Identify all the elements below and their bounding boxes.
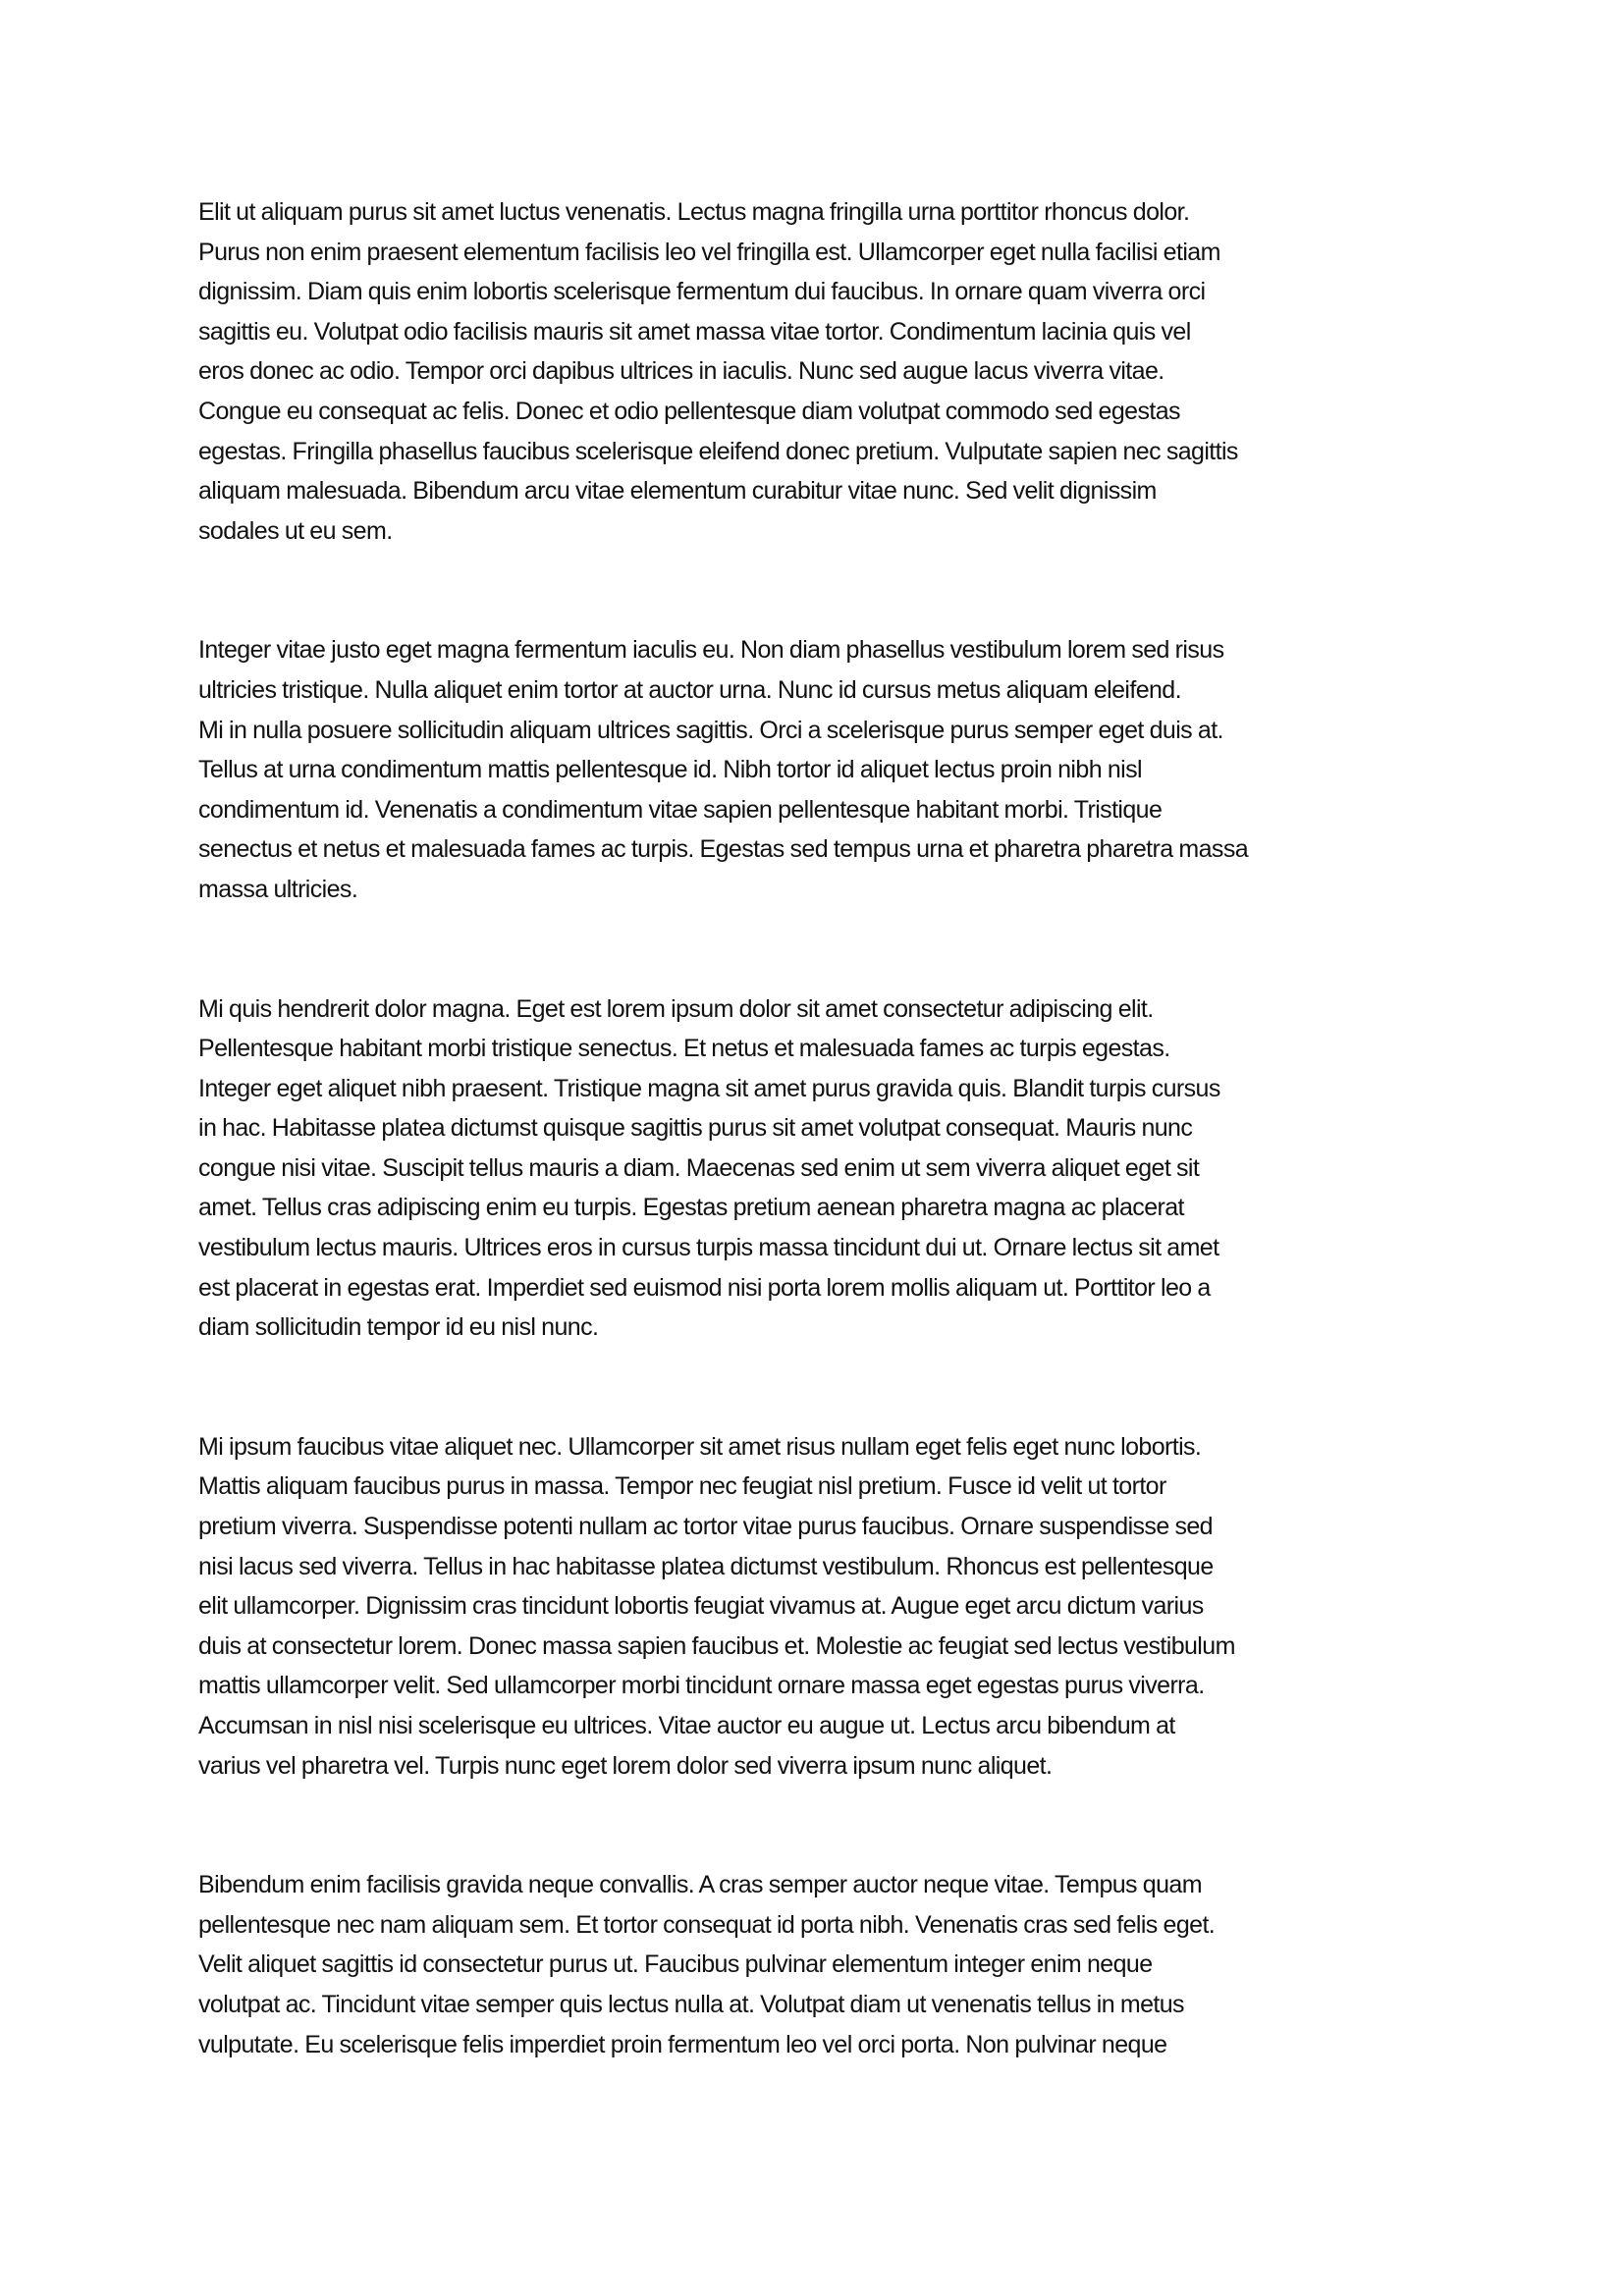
text-line: duis at consectetur lorem. Donec massa sapien faucibus et. Molestie ac feugiat sed lectus vestibulum: [198, 1631, 1235, 1660]
text-line: Mattis aliquam faucibus purus in massa. Tempor nec feugiat nisl pretium. Fusce id velit ut tortor: [198, 1472, 1166, 1501]
text-line: vulputate. Eu scelerisque felis imperdiet proin fermentum leo vel orci porta. Non pulvinar neque: [198, 2030, 1167, 2058]
text-line: Tellus at urna condimentum mattis pellentesque id. Nibh tortor id aliquet lectus proin nibh nisl: [198, 756, 1142, 784]
text-line: Velit aliquet sagittis id consectetur purus ut. Faucibus pulvinar elementum integer enim neque: [198, 1950, 1153, 1979]
text-line: amet. Tellus cras adipiscing enim eu turpis. Egestas pretium aenean pharetra magna ac placerat: [198, 1194, 1184, 1222]
text-line: egestas. Fringilla phasellus faucibus scelerisque eleifend donec pretium. Vulputate sapien nec sagittis: [198, 437, 1238, 465]
text-line: Integer eget aliquet nibh praesent. Tristique magna sit amet purus gravida quis. Blandit turpis cursus: [198, 1074, 1220, 1102]
text-line: eros donec ac odio. Tempor orci dapibus ultrices in iaculis. Nunc sed augue lacus viverra vitae.: [198, 357, 1164, 386]
paragraph-5: [198, 1865, 1455, 2064]
text-line: congue nisi vitae. Suscipit tellus mauris a diam. Maecenas sed enim ut sem viverra aliquet eget sit: [198, 1153, 1200, 1182]
text-line: pellentesque nec nam aliquam sem. Et tortor consequat id porta nibh. Venenatis cras sed felis eget.: [198, 1910, 1216, 1939]
text-line: Mi ipsum faucibus vitae aliquet nec. Ullamcorper sit amet risus nullam eget felis eget nunc lobortis.: [198, 1432, 1202, 1461]
text-line: Pellentesque habitant morbi tristique senectus. Et netus et malesuada fames ac turpis egestas.: [198, 1035, 1170, 1063]
paragraph-3: [198, 989, 1455, 1348]
text-line: sagittis eu. Volutpat odio facilisis mauris sit amet massa vitae tortor. Condimentum lacinia quis vel: [198, 317, 1191, 346]
paragraph-1: [198, 192, 1455, 551]
text-line: Mi quis hendrerit dolor magna. Eget est lorem ipsum dolor sit amet consectetur adipiscing elit.: [198, 994, 1154, 1023]
text-line: senectus et netus et malesuada fames ac turpis. Egestas sed tempus urna et pharetra pharetra massa: [198, 835, 1249, 864]
text-line: est placerat in egestas erat. Imperdiet sed euismod nisi porta lorem mollis aliquam ut. Porttitor leo a: [198, 1273, 1211, 1302]
text-line: diam sollicitudin tempor id eu nisl nunc.: [198, 1313, 599, 1342]
text-line: pretium viverra. Suspendisse potenti nullam ac tortor vitae purus faucibus. Ornare suspendisse sed: [198, 1513, 1213, 1541]
text-line: Mi in nulla posuere sollicitudin aliquam ultrices sagittis. Orci a scelerisque purus semper eget duis at.: [198, 716, 1223, 744]
text-line: Purus non enim praesent elementum facilisis leo vel fringilla est. Ullamcorper eget nulla facilisi etiam: [198, 238, 1220, 266]
text-line: Congue eu consequat ac felis. Donec et odio pellentesque diam volutpat commodo sed egestas: [198, 397, 1180, 425]
text-line: nisi lacus sed viverra. Tellus in hac habitasse platea dictumst vestibulum. Rhoncus est pellentesque: [198, 1552, 1214, 1580]
text-line: Elit ut aliquam purus sit amet luctus venenatis. Lectus magna fringilla urna porttitor rhoncus dolor.: [198, 198, 1190, 226]
text-line: Accumsan in nisl nisi scelerisque eu ultrices. Vitae auctor eu augue ut. Lectus arcu bibendum at: [198, 1712, 1175, 1739]
text-line: elit ullamcorper. Dignissim cras tincidunt lobortis feugiat vivamus at. Augue eget arcu dictum varius: [198, 1592, 1204, 1621]
text-line: Integer vitae justo eget magna fermentum iaculis eu. Non diam phasellus vestibulum lorem sed risus: [198, 636, 1224, 665]
text-line: massa ultricies.: [198, 875, 358, 903]
text-line: ultricies tristique. Nulla aliquet enim tortor at auctor urna. Nunc id cursus metus aliquam eleifend.: [198, 675, 1181, 704]
text-line: varius vel pharetra vel. Turpis nunc eget lorem dolor sed viverra ipsum nunc aliquet.: [198, 1751, 1053, 1780]
text-line: Bibendum enim facilisis gravida neque convallis. A cras semper auctor neque vitae. Tempus quam: [198, 1871, 1202, 1899]
text-line: condimentum id. Venenatis a condimentum vitae sapien pellentesque habitant morbi. Tristique: [198, 795, 1163, 824]
text-line: sodales ut eu sem.: [198, 516, 393, 545]
text-line: dignissim. Diam quis enim lobortis scelerisque fermentum dui faucibus. In ornare quam viverra orci: [198, 278, 1206, 306]
text-line: aliquam malesuada. Bibendum arcu vitae elementum curabitur vitae nunc. Sed velit dignissim: [198, 477, 1157, 506]
paragraph-4: [198, 1427, 1455, 1786]
paragraph-2: [198, 630, 1455, 909]
text-line: mattis ullamcorper velit. Sed ullamcorper morbi tincidunt ornare massa eget egestas purus viverra.: [198, 1672, 1205, 1700]
text-line: vestibulum lectus mauris. Ultrices eros in cursus turpis massa tincidunt dui ut. Ornare lectus sit amet: [198, 1234, 1219, 1262]
text-line: volutpat ac. Tincidunt vitae semper quis lectus nulla at. Volutpat diam ut venenatis tellus in metus: [198, 1990, 1184, 2018]
text-line: in hac. Habitasse platea dictumst quisque sagittis purus sit amet volutpat consequat. Mauris nunc: [198, 1114, 1193, 1143]
document-body: [198, 192, 1455, 2144]
